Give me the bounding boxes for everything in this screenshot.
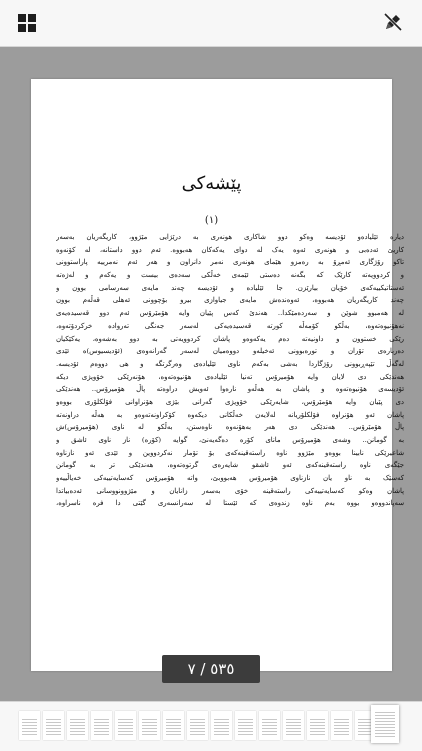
body-line: لە هەمبوو شوێن و سەردەمێکدا.. هەندێ کەس پێیان وایە هۆمێرۆس ئەم دوو قەسیدەیەی (56, 309, 404, 318)
thumbnail[interactable] (163, 711, 184, 740)
page-indicator: ٥٣٥ / ٧ (162, 655, 260, 683)
body-line: کاریێ ئەدەبی و هونەری ئەوە یەک لە دوای یەکەکان هەبووە. ئەم دوو داستانە، لە کۆنەوە (56, 245, 404, 254)
thumbnail[interactable] (283, 711, 304, 740)
thumbnail[interactable] (307, 711, 328, 740)
thumbnail-strip (0, 701, 422, 751)
body-line: جێگەی ناوە راستەقینەکەی ئەو ئاشقو شایەرەی گرتوەتەوە، هەندێکی تر بە گومانن (56, 461, 404, 470)
thumbnail[interactable] (91, 711, 112, 740)
body-line: پاشان وەکو کەسایەتییەکی راستەقینە خۆی بەسەر زانایان و مێژوونووسانی ئەدەبیاتدا (56, 486, 404, 495)
body-line: دەربارەی تۆران و تورەبوونی ئەخیلەو دووەمیان لەسەر گەرانەوەی (ئۆدیسیوس)ە ئێدی (56, 347, 404, 356)
body-line: ئەستاتیکییەکەی خۆیان بیارێزن. جا ئێلیادە و ئۆدیسە چەند مایەی سەرسامی بوون و (56, 283, 404, 292)
body-line: کەسێک بە ناو یان نازناوی هۆمیرۆس هەبووبێ، واتە هۆمیرۆس کەسایەتییەکی خەیاڵییەو (56, 474, 404, 483)
document-page[interactable] (31, 79, 404, 671)
body-line: تاکو رۆژگاری ئەمڕۆ بە رەمزو هێمای هونەری نەمر دانراون و هەر ئەم نەمرییە پاراستوونی (56, 258, 404, 267)
body-line: چەند کاریگەریان هەبووە، ئەوەندەش مایەی جیاوازی بیرو بۆچوونی ئەهلی قەڵەم بوون (56, 296, 404, 305)
top-toolbar (0, 0, 422, 47)
body-text (56, 231, 404, 510)
thumbnail[interactable] (43, 711, 64, 740)
thumbnail[interactable] (211, 711, 232, 740)
thumbnail-current[interactable] (371, 705, 399, 743)
thumbnail[interactable] (115, 711, 136, 740)
body-line: سەپاندووەو بووە بەم ناوە زندوەی کە ئێستا لە سەرانسەری گێتی دا فرە ناسراوە، (56, 499, 404, 508)
thumbnail[interactable] (67, 711, 88, 740)
body-line: نەهۆنیوەتەوە، بەڵکو کۆمەڵە کورتە قەسیدەیەکی لەسەر جەنگی تەرواده خرکردۆتەوە، (56, 321, 404, 330)
section-marker: (١) (204, 215, 219, 226)
body-line: دی پێیان وایە هۆمێرۆس، شایەرێکی خۆویژی گەرانی بێژی هۆنراوانی فۆلکلۆری بووەو (56, 397, 404, 406)
thumbnail[interactable] (139, 711, 160, 740)
thumbnail[interactable] (259, 711, 280, 740)
pen-slash-icon[interactable] (382, 11, 404, 33)
body-line: دیارە ئێلیادەو ئۆدیسە وەکو دوو شاکاری هونەری بە درێژایی مێژوو، کاریگەریان بەسەر (56, 233, 404, 241)
body-line: لەگەڵ تێپەڕبوونی رۆژگاردا بەشی بەکەم ناوی ئێلیادەی وەرگرتگە و هی دووەم ئۆدیسە. (56, 359, 404, 368)
body-line: پاشان ئەو هۆنراوە فۆلکلۆریانە لەلایەن خەڵکانی دیکەوە کۆکراونەتەوەو بە هەڵە دراونەتە (56, 410, 404, 419)
thumbnail[interactable] (235, 711, 256, 740)
page-title: پێشەکی (181, 173, 242, 194)
body-line: بە گومانن.. وشەی هۆمیرۆس مانای کۆرە دەگەیەنێ، گوایە (کۆرە) ناز ناوی ئاشق و (56, 436, 404, 444)
body-line: و کردوویەتە کارێک کە بگەنە دەستی ئێمەی خەڵکی سەدەی بیست و یەکەم و لەژەتە (56, 271, 404, 280)
body-line: ئۆدیسەی هۆنیوەتەوە و پاشان بە هەڵەو نارەوا ئەویش دراوەتە پاڵ هۆمیرۆس.. هەندێکی (56, 385, 404, 394)
thumbnail[interactable] (187, 711, 208, 740)
body-line: رێکی خستوون و داونیەتە دەم یەکەوەو پاشان کردوویەتی بە دوو بەشەوە، یەکێکیان (56, 334, 404, 343)
body-line: شاعیرێکی نابینا بووەو مێژوو ناوە راستەقینەکەی بۆ تۆمار نەکردووین و ئێدی ئەو نازناوە (56, 448, 404, 457)
body-line: پاڵ هۆمێرۆس.. هەندێکی دی هەر بەهۆنەوە ناوەستن، بەڵکو لە ناوی (هۆمیرۆس)ش (56, 423, 404, 432)
thumbnail[interactable] (331, 711, 352, 740)
thumbnail[interactable] (19, 711, 40, 740)
body-line: هەندێکی دی لایان وایە هۆمیرۆس تەنیا ئێلیادەی هۆنیوەتەوە، هۆنەرێکی خۆویژی دیکە (56, 372, 404, 381)
grid-icon[interactable] (18, 14, 36, 32)
